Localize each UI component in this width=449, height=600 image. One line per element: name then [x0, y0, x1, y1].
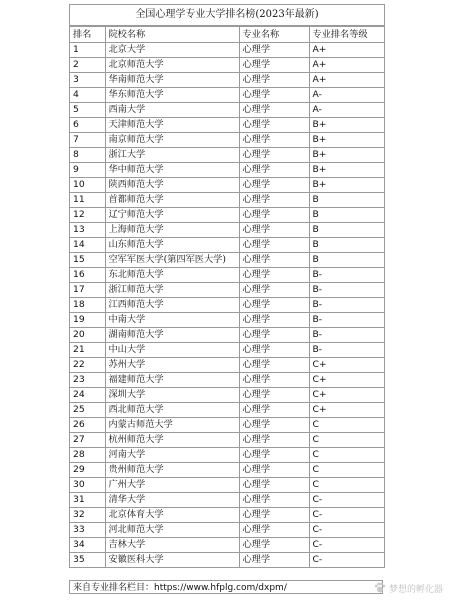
cell-grade: C- [309, 523, 384, 538]
table-row [70, 538, 384, 553]
cell-rank: 15 [70, 253, 105, 268]
cell-school: 贵州师范大学 [105, 463, 239, 478]
cell-grade: B [309, 223, 384, 238]
footer-url[interactable]: https://www.hfplg.com/dxpm/ [154, 583, 287, 593]
header-grade: 专业排名等级 [309, 27, 384, 43]
table-row [70, 88, 384, 103]
cell-school: 上海师范大学 [105, 223, 239, 238]
cell-grade: C+ [309, 358, 384, 373]
table-header-row [70, 27, 384, 43]
cell-rank: 5 [70, 103, 105, 118]
cell-grade: A- [309, 103, 384, 118]
table-row [70, 523, 384, 538]
cell-major: 心理学 [239, 463, 309, 478]
cell-grade: B+ [309, 163, 384, 178]
cell-grade: B+ [309, 178, 384, 193]
cell-grade: C [309, 463, 384, 478]
table-row [70, 343, 384, 358]
cell-school: 辽宁师范大学 [105, 208, 239, 223]
cell-grade: B- [309, 313, 384, 328]
cell-rank: 19 [70, 313, 105, 328]
cell-major: 心理学 [239, 448, 309, 463]
cell-major: 心理学 [239, 343, 309, 358]
cell-rank: 21 [70, 343, 105, 358]
cell-rank: 24 [70, 388, 105, 403]
table-row [70, 238, 384, 253]
cell-rank: 16 [70, 268, 105, 283]
cell-major: 心理学 [239, 43, 309, 58]
cell-school: 华南师范大学 [105, 73, 239, 88]
cell-school: 广州大学 [105, 478, 239, 493]
cell-major: 心理学 [239, 373, 309, 388]
cell-school: 南京师范大学 [105, 133, 239, 148]
cell-major: 心理学 [239, 538, 309, 553]
table-row [70, 463, 384, 478]
table-row [70, 298, 384, 313]
cell-school: 中山大学 [105, 343, 239, 358]
cell-school: 华中师范大学 [105, 163, 239, 178]
table-row [70, 268, 384, 283]
cell-major: 心理学 [239, 208, 309, 223]
header-major: 专业名称 [239, 27, 309, 43]
cell-rank: 29 [70, 463, 105, 478]
cell-grade: B [309, 253, 384, 268]
cell-school: 杭州师范大学 [105, 433, 239, 448]
cell-grade: C+ [309, 388, 384, 403]
footer-label: 来自专业排名栏目： [73, 583, 155, 593]
table-row [70, 403, 384, 418]
cell-grade: B- [309, 343, 384, 358]
cell-school: 北京体育大学 [105, 508, 239, 523]
cell-school: 北京师范大学 [105, 58, 239, 73]
cell-grade: B- [309, 283, 384, 298]
table-row [70, 508, 384, 523]
table-title: 全国心理学专业大学排名榜(2023年最新) [70, 5, 384, 26]
cell-school: 首都师范大学 [105, 193, 239, 208]
cell-major: 心理学 [239, 163, 309, 178]
table-row [70, 388, 384, 403]
cell-major: 心理学 [239, 118, 309, 133]
cell-rank: 11 [70, 193, 105, 208]
cell-school: 山东师范大学 [105, 238, 239, 253]
cell-grade: B+ [309, 148, 384, 163]
table-row [70, 103, 384, 118]
cell-rank: 26 [70, 418, 105, 433]
cell-major: 心理学 [239, 328, 309, 343]
cell-rank: 28 [70, 448, 105, 463]
cell-major: 心理学 [239, 418, 309, 433]
cell-rank: 14 [70, 238, 105, 253]
cell-rank: 2 [70, 58, 105, 73]
cell-grade: B+ [309, 133, 384, 148]
table-row [70, 43, 384, 58]
table-row [70, 358, 384, 373]
table-row [70, 313, 384, 328]
cell-school: 浙江大学 [105, 148, 239, 163]
cell-grade: A+ [309, 43, 384, 58]
header-rank: 排名 [70, 27, 105, 43]
cell-major: 心理学 [239, 223, 309, 238]
cell-grade: B- [309, 328, 384, 343]
cell-school: 天津师范大学 [105, 118, 239, 133]
watermark-text: 梦想的孵化器 [388, 584, 443, 595]
cell-major: 心理学 [239, 478, 309, 493]
cell-rank: 27 [70, 433, 105, 448]
cell-rank: 32 [70, 508, 105, 523]
cell-school: 安徽医科大学 [105, 553, 239, 568]
cell-major: 心理学 [239, 88, 309, 103]
cell-rank: 9 [70, 163, 105, 178]
cell-school: 北京大学 [105, 43, 239, 58]
cell-school: 西南大学 [105, 103, 239, 118]
cell-school: 浙江师范大学 [105, 283, 239, 298]
cell-major: 心理学 [239, 283, 309, 298]
cell-school: 深圳大学 [105, 388, 239, 403]
watermark [374, 581, 443, 595]
table-row [70, 223, 384, 238]
cell-rank: 18 [70, 298, 105, 313]
cell-major: 心理学 [239, 58, 309, 73]
cell-school: 华东师范大学 [105, 88, 239, 103]
cell-major: 心理学 [239, 103, 309, 118]
cell-grade: B- [309, 298, 384, 313]
cell-school: 中南大学 [105, 313, 239, 328]
cell-grade: C [309, 433, 384, 448]
cell-school: 河南大学 [105, 448, 239, 463]
cell-major: 心理学 [239, 433, 309, 448]
table-row [70, 553, 384, 568]
cell-rank: 7 [70, 133, 105, 148]
cell-grade: C [309, 448, 384, 463]
cell-rank: 30 [70, 478, 105, 493]
table-row [70, 433, 384, 448]
cell-major: 心理学 [239, 523, 309, 538]
paw-logo-icon [374, 582, 386, 594]
cell-school: 清华大学 [105, 493, 239, 508]
table-row [70, 253, 384, 268]
table-row [70, 178, 384, 193]
cell-grade: C- [309, 508, 384, 523]
cell-major: 心理学 [239, 553, 309, 568]
source-footer [69, 580, 383, 594]
cell-major: 心理学 [239, 253, 309, 268]
cell-school: 江西师范大学 [105, 298, 239, 313]
cell-school: 陕西师范大学 [105, 178, 239, 193]
table-row [70, 478, 384, 493]
table-row [70, 58, 384, 73]
table-row [70, 133, 384, 148]
cell-major: 心理学 [239, 298, 309, 313]
cell-rank: 10 [70, 178, 105, 193]
table-row [70, 418, 384, 433]
cell-rank: 17 [70, 283, 105, 298]
cell-major: 心理学 [239, 73, 309, 88]
cell-major: 心理学 [239, 133, 309, 148]
cell-grade: A+ [309, 73, 384, 88]
table-row [70, 493, 384, 508]
cell-rank: 25 [70, 403, 105, 418]
cell-rank: 6 [70, 118, 105, 133]
cell-grade: B- [309, 268, 384, 283]
cell-school: 吉林大学 [105, 538, 239, 553]
cell-rank: 1 [70, 43, 105, 58]
cell-grade: C+ [309, 373, 384, 388]
cell-school: 空军军医大学(第四军医大学) [105, 253, 239, 268]
cell-rank: 13 [70, 223, 105, 238]
cell-grade: A+ [309, 58, 384, 73]
cell-major: 心理学 [239, 268, 309, 283]
cell-rank: 3 [70, 73, 105, 88]
cell-rank: 20 [70, 328, 105, 343]
ranking-table-container [69, 4, 385, 568]
cell-major: 心理学 [239, 388, 309, 403]
cell-major: 心理学 [239, 148, 309, 163]
cell-school: 福建师范大学 [105, 373, 239, 388]
cell-rank: 23 [70, 373, 105, 388]
cell-major: 心理学 [239, 493, 309, 508]
cell-school: 内蒙古师范大学 [105, 418, 239, 433]
table-row [70, 193, 384, 208]
table-row [70, 148, 384, 163]
table-row [70, 328, 384, 343]
cell-major: 心理学 [239, 358, 309, 373]
cell-school: 西北师范大学 [105, 403, 239, 418]
cell-school: 苏州大学 [105, 358, 239, 373]
cell-rank: 33 [70, 523, 105, 538]
cell-rank: 35 [70, 553, 105, 568]
header-school: 院校名称 [105, 27, 239, 43]
cell-rank: 4 [70, 88, 105, 103]
cell-school: 河北师范大学 [105, 523, 239, 538]
cell-grade: C [309, 478, 384, 493]
table-row [70, 373, 384, 388]
cell-rank: 31 [70, 493, 105, 508]
cell-major: 心理学 [239, 313, 309, 328]
table-row [70, 283, 384, 298]
table-row [70, 448, 384, 463]
cell-school: 湖南师范大学 [105, 328, 239, 343]
cell-major: 心理学 [239, 403, 309, 418]
cell-major: 心理学 [239, 178, 309, 193]
cell-grade: C [309, 418, 384, 433]
table-row [70, 118, 384, 133]
cell-grade: B [309, 208, 384, 223]
cell-school: 东北师范大学 [105, 268, 239, 283]
table-body [70, 43, 384, 568]
cell-grade: B [309, 193, 384, 208]
cell-major: 心理学 [239, 508, 309, 523]
cell-grade: C- [309, 553, 384, 568]
cell-grade: B+ [309, 118, 384, 133]
cell-major: 心理学 [239, 193, 309, 208]
cell-major: 心理学 [239, 238, 309, 253]
table-row [70, 208, 384, 223]
cell-grade: A- [309, 88, 384, 103]
cell-grade: C- [309, 493, 384, 508]
cell-rank: 34 [70, 538, 105, 553]
cell-grade: B [309, 238, 384, 253]
cell-rank: 22 [70, 358, 105, 373]
cell-grade: C+ [309, 403, 384, 418]
cell-grade: C- [309, 538, 384, 553]
ranking-table [70, 26, 384, 568]
cell-rank: 8 [70, 148, 105, 163]
table-row [70, 163, 384, 178]
table-row [70, 73, 384, 88]
cell-rank: 12 [70, 208, 105, 223]
